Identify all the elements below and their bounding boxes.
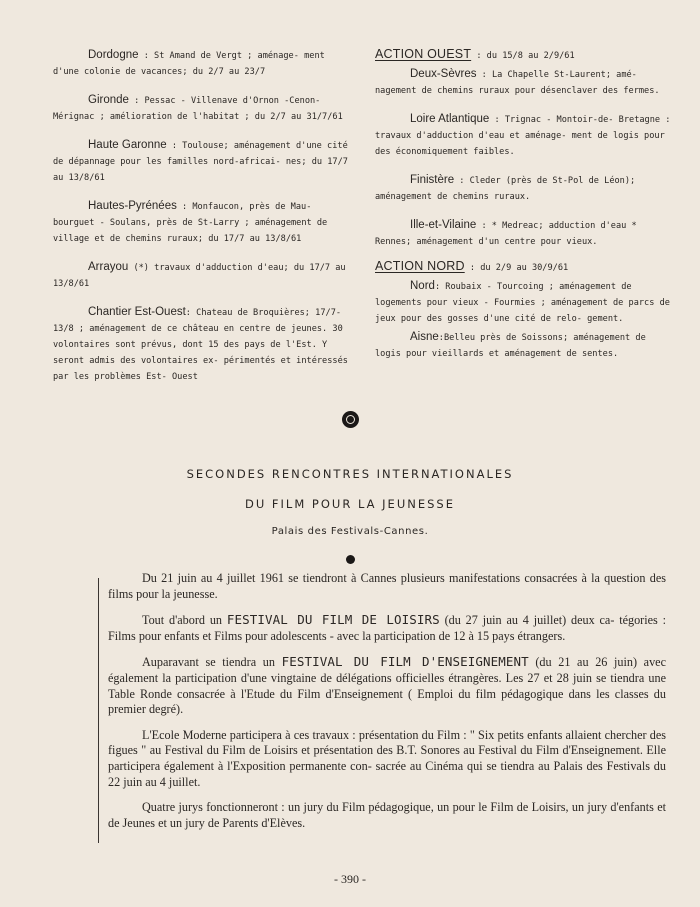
entry-text-cont: Mérignac ; amélioration de l'habitat ; du 2/7 au 31/7/61 xyxy=(53,112,343,122)
place-name: Dordogne xyxy=(88,49,139,61)
entry-finistere xyxy=(375,172,675,205)
paragraph-2 xyxy=(108,612,666,644)
place-name: Loire Atlantique xyxy=(410,113,490,125)
page-number: - 390 - xyxy=(334,872,366,886)
entry-hautes-pyrenees xyxy=(53,198,353,247)
entry-text: : Pessac - Villenave d'Ornon -Cenon- xyxy=(128,96,321,106)
action-nord-header xyxy=(375,258,675,276)
bullet-dot-icon xyxy=(346,555,355,564)
paragraph-5: Quatre jurys fonctionneront : un jury du Film pédagogique, un pour le Film de Loisirs, un jury d'enfants et de Jeunes et un jury de Parents d'Elèves. xyxy=(108,800,666,830)
paragraph-1: Du 21 juin au 4 juillet 1961 se tiendront à Cannes plusieurs manifestations consacrées à la question des films pour la jeunesse. xyxy=(108,571,666,601)
p3-rest: (du 21 au 26 juin) avec également la participation d'une vingtaine de délégations officielles étrangères. Les 27 et 28 juin se tiendra une Table Ronde consacrée à l'Etude du Film d'Enseignement ( Emploi du film pédagogique dans les classes du premier degré). xyxy=(108,655,666,717)
entry-chantier-est-ouest xyxy=(53,304,353,385)
ornament-icon xyxy=(342,411,359,428)
entry-text-cont: logements pour vieux - Fourmies ; aménagement de parcs de jeux pour des gosses d'une cité de relo- gement. xyxy=(375,298,670,324)
entry-text-cont: nagement de chemins ruraux pour désenclaver des fermes. xyxy=(375,86,660,96)
paragraph-3 xyxy=(108,654,666,717)
section-title: ACTION OUEST xyxy=(375,47,472,61)
p2-rest: (du 27 juin au 4 juillet) deux ca- tégories : Films pour enfants et Films pour adolescents - avec la participation de 12 à 15 pays étrangers. xyxy=(108,613,666,643)
festival-enseignement-name: FESTIVAL DU FILM D'ENSEIGNEMENT xyxy=(281,654,529,670)
place-name: Arrayou xyxy=(88,261,129,273)
entry-text-cont: bourguet - Soulans, près de St-Larry ; aménagement de village et de chemins ruraux; du 17/7 au 13/8/61 xyxy=(53,218,328,244)
entry-text: : Trignac - Montoir-de- xyxy=(489,115,614,125)
paragraph-4: L'Ecole Moderne participera à ces travaux : présentation du Film : " Six petits enfants allaient chercher des figues " au Festival du Film de Loisirs et présentation des B.T. Sonores au Festival du Film d'Enseignement. Elle participera également à l'Exposition permanente con- sacrée au Cinéma qui se tiendra au Palais des Festivals du 22 juin au 4 juillet. xyxy=(108,727,666,789)
entry-nord xyxy=(375,278,675,327)
entry-text-cont: Bretagne : travaux d'adduction d'eau et aménage- ment de logis pour des économiquement faibles. xyxy=(375,115,671,157)
entry-text-cont: de logis pour vieillards et aménagement de sentes. xyxy=(375,333,646,359)
entry-text-cont: aménagement de chemins ruraux. xyxy=(375,192,531,202)
entry-text-cont: ment d'une colonie de vacances; du 2/7 au 23/7 xyxy=(53,51,325,77)
place-name: Nord xyxy=(410,280,435,292)
section-dates: : du 15/8 au 2/9/61 xyxy=(471,51,575,61)
festival-loisirs-name: FESTIVAL DU FILM DE LOISIRS xyxy=(226,612,440,628)
entry-loire-atlantique xyxy=(375,111,675,160)
entry-text: : Monfaucon, près de Mau- xyxy=(176,202,312,212)
entry-text: (*) travaux d'adduction d'eau; du xyxy=(128,263,305,273)
place-name: Aisne xyxy=(410,331,439,343)
place-name: Ille-et-Vilaine xyxy=(410,219,477,231)
entry-text: : Chateau de Broquières; xyxy=(185,308,310,318)
article-body xyxy=(108,571,666,841)
section-dates: : du 2/9 au 30/9/61 xyxy=(464,263,569,273)
place-name: Hautes-Pyrénées xyxy=(88,200,177,212)
entry-text: : St Amand de Vergt ; aménage- xyxy=(138,51,299,61)
p2-intro: Tout d'abord un xyxy=(142,613,227,628)
entry-text: : La Chapelle St-Laurent; amé- xyxy=(476,70,637,80)
place-name: Chantier Est-Ouest xyxy=(88,306,186,318)
heading-line-2: DU FILM POUR LA JEUNESSE xyxy=(245,497,455,511)
entry-text: :Belleu près de Soissons; aménagement xyxy=(438,333,631,343)
entry-text: : * Medreac; adduction d'eau xyxy=(476,221,627,231)
entry-haute-garonne xyxy=(53,137,353,186)
heading-line-1: SECONDES RENCONTRES INTERNATIONALES xyxy=(186,467,514,481)
entry-deux-sevres xyxy=(375,66,675,99)
action-ouest-header xyxy=(375,46,675,64)
place-name: Finistère xyxy=(410,174,455,186)
entry-text-cont: * Rennes; aménagement d'un centre pour vieux. xyxy=(375,221,637,247)
entry-gironde xyxy=(53,92,353,125)
place-name: Haute Garonne xyxy=(88,139,167,151)
heading-subtitle: Palais des Festivals-Cannes. xyxy=(271,526,429,537)
entry-text: : Cleder (près de St-Pol de Léon); xyxy=(454,176,636,186)
entry-text-cont: cité de dépannage pour les familles nord-africai- nes; du 17/7 au 13/8/61 xyxy=(53,141,348,183)
entry-text-cont: 17/7 au 13/8/61 xyxy=(53,263,346,289)
place-name: Gironde xyxy=(88,94,129,106)
entry-arrayou xyxy=(53,259,353,292)
entry-text: : Roubaix - Tourcoing ; aménagement de xyxy=(434,282,632,292)
left-column xyxy=(53,47,353,397)
entry-aisne xyxy=(375,329,675,362)
entry-dordogne xyxy=(53,47,353,80)
margin-rule xyxy=(98,578,99,843)
section-title: ACTION NORD xyxy=(375,259,465,273)
right-column xyxy=(375,46,675,374)
entry-text-cont: 17/7-13/8 ; aménagement de ce château en centre de jeunes. 30 volontaires sont prévus, dont 15 des pays de l'Est. Y seront admis des volontaires ex- périmentés et intéressés par les problèmes Est- Ouest xyxy=(53,308,348,382)
place-name: Deux-Sèvres xyxy=(410,68,477,80)
p3-intro: Auparavant se tiendra un xyxy=(142,655,282,670)
entry-text: : Toulouse; aménagement d'une xyxy=(166,141,322,151)
entry-ille-et-vilaine xyxy=(375,217,675,250)
